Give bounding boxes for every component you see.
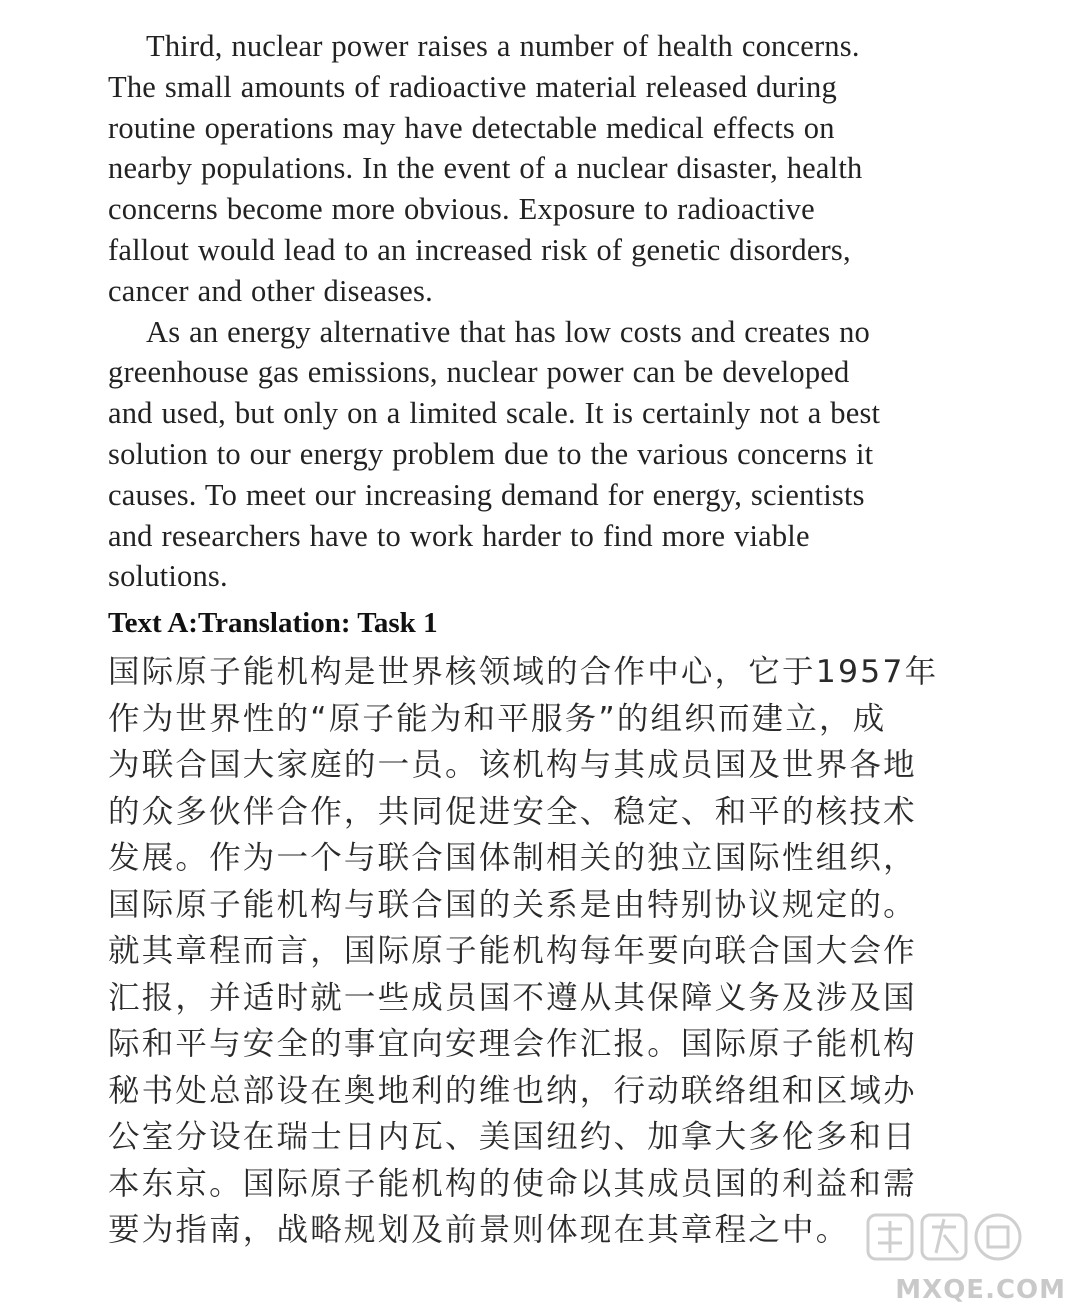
text-line: 际和平与安全的事宜向安理会作汇报。国际原子能机构 <box>108 1026 917 1063</box>
text-line: routine operations may have detectable medical effects on <box>108 110 835 145</box>
watermark-logo <box>866 1209 1026 1265</box>
paragraph-conclusion <box>108 312 1008 598</box>
text-line: fallout would lead to an increased risk of genetic disorders, <box>108 232 851 267</box>
section-heading: Text A:Translation: Task 1 <box>108 607 438 640</box>
watermark-text: MXQE.COM <box>895 1275 1066 1305</box>
text-line: 的众多伙伴合作，共同促进安全、稳定、和平的核技术 <box>108 793 917 830</box>
text-line: 作为世界性的“原子能为和平服务”的组织而建立，成 <box>108 700 887 737</box>
paragraph-health-concerns <box>108 26 1008 312</box>
text-line: 汇报，并适时就一些成员国不遵从其保障义务及涉及国 <box>108 979 917 1016</box>
text-line: 秘书处总部设在奥地利的维也纳，行动联络组和区域办 <box>108 1072 917 1109</box>
text-line: solutions. <box>108 559 228 594</box>
text-line: As an energy alternative that has low costs and creates no <box>146 314 870 349</box>
text-line: 发展。作为一个与联合国体制相关的独立国际性组织， <box>108 840 917 877</box>
text-line: solution to our energy problem due to the various concerns it <box>108 436 874 471</box>
text-line: Third, nuclear power raises a number of health concerns. <box>146 29 860 63</box>
text-line: concerns become more obvious. Exposure to radioactive <box>108 192 815 227</box>
text-line: 就其章程而言，国际原子能机构每年要向联合国大会作 <box>108 933 917 970</box>
text-line: causes. To meet our increasing demand for energy, scientists <box>108 477 865 512</box>
text-line: nearby populations. In the event of a nuclear disaster, health <box>108 151 863 186</box>
text-line: 国际原子能机构是世界核领域的合作中心，它于1957年 <box>108 654 939 691</box>
text-line: and researchers have to work harder to find more viable <box>108 518 810 553</box>
watermark <box>856 1209 1066 1305</box>
text-line: 为联合国大家庭的一员。该机构与其成员国及世界各地 <box>108 747 917 784</box>
text-line: The small amounts of radioactive material released during <box>108 69 837 104</box>
text-line: 公室分设在瑞士日内瓦、美国纽约、加拿大多伦多和日 <box>108 1119 917 1156</box>
text-line: greenhouse gas emissions, nuclear power can be developed <box>108 355 850 390</box>
text-line: 要为指南，战略规划及前景则体现在其章程之中。 <box>108 1212 850 1249</box>
text-line: 国际原子能机构与联合国的关系是由特别协议规定的。 <box>108 886 917 923</box>
text-line: cancer and other diseases. <box>108 273 433 308</box>
text-line: and used, but only on a limited scale. It is certainly not a best <box>108 396 881 431</box>
paragraph-chinese-translation <box>108 649 1008 1254</box>
text-line: 本东京。国际原子能机构的使命以其成员国的利益和需 <box>108 1165 917 1202</box>
document-page <box>108 26 1008 1254</box>
